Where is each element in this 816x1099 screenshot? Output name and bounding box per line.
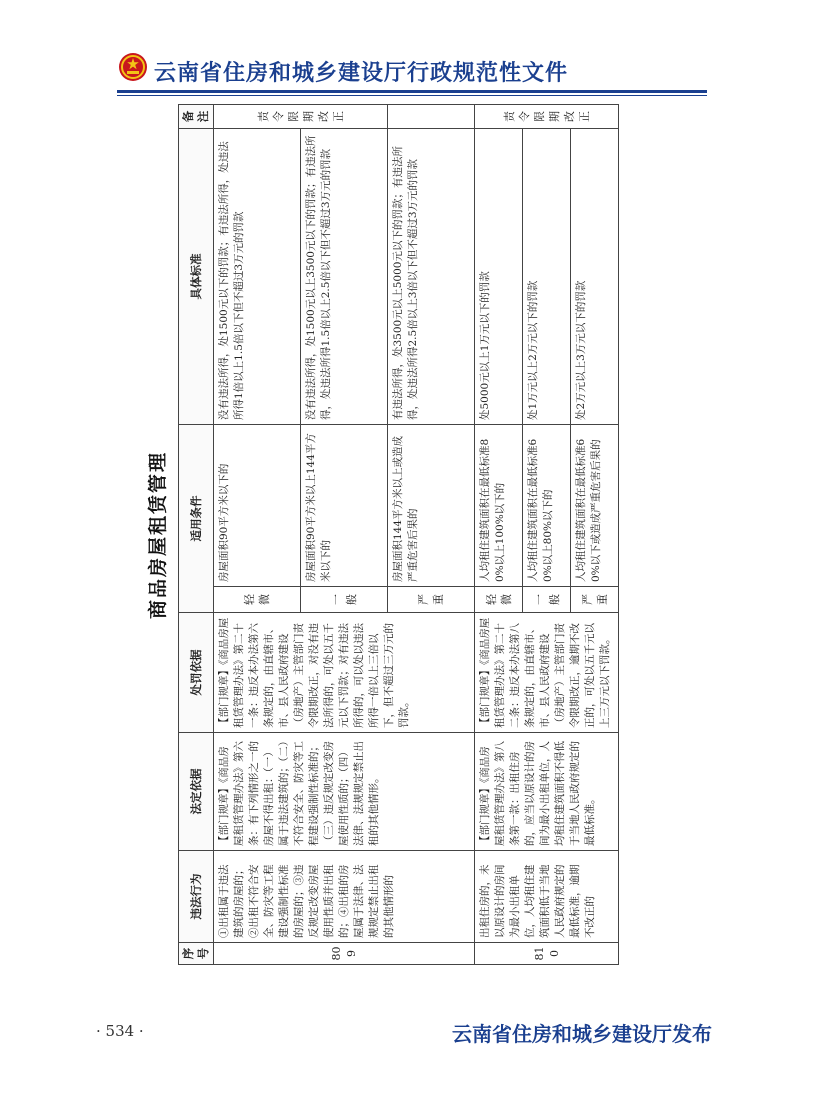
- header-title: 云南省住房和城乡建设厅行政规范性文件: [154, 61, 569, 86]
- header-rule: [117, 90, 707, 93]
- rotated-table-container: [138, 105, 680, 965]
- penalty-basis-cell: 【部门规章】《商品房屋租赁管理办法》第二十二条：违反本办法第八条规定的，由直辖市、市、县人民政府建设（房地产）主管部门责令限期改正，逾期不改正的，可处以五千元以上三万元以下罚款。: [475, 613, 619, 733]
- condition-cell: 人均租住建筑面积在最低标准80%以上100%以下的: [475, 425, 523, 587]
- row-number: 809: [214, 943, 475, 965]
- section-title: 商品房屋租赁管理: [147, 451, 169, 620]
- condition-cell: 房屋面积90平方米以上144平方米以下的: [301, 425, 388, 587]
- condition-cell: 人均租住建筑面积在最低标准60%以上80%以下的: [523, 425, 571, 587]
- violation-cell: ①出租属于违法建筑的房屋的；②出租不符合安全、防灾等工程建设强制性标准的房屋的；③违反规定改变房屋使用性质并出租的；④出租的房屋属于法律、法规规定禁止出租的其他情形的: [214, 851, 475, 943]
- condition-cell: 房屋面积90平方米以下的: [214, 425, 301, 587]
- column-header-penalty-basis: 处罚依据: [179, 613, 214, 733]
- severity-cell: 轻微: [475, 587, 523, 613]
- national-emblem-icon: [118, 52, 148, 82]
- standard-cell: 处1万元以上2万元以下的罚款: [523, 129, 571, 425]
- row-number: 810: [475, 943, 619, 965]
- table-row: [214, 105, 301, 965]
- footer-issuer: 云南省住房和城乡建设厅发布: [452, 1022, 712, 1046]
- severity-cell: 轻微: [214, 587, 301, 613]
- severity-cell: 严重: [571, 587, 619, 613]
- penalty-table: [178, 104, 619, 965]
- header-rule-thin: [117, 95, 707, 96]
- column-header-standard: 具体标准: [179, 129, 214, 425]
- severity-cell: 严重: [388, 587, 475, 613]
- column-header-violation: 违法行为: [179, 851, 214, 943]
- remark-cell-empty: [388, 105, 475, 129]
- condition-cell: 人均租住建筑面积在最低标准60%以下或造成严重危害后果的: [571, 425, 619, 587]
- standard-cell: 处5000元以上1万元以下的罚款: [475, 129, 523, 425]
- severity-cell: 一般: [523, 587, 571, 613]
- remark-cell: 责令限期改正: [214, 105, 388, 129]
- legal-basis-cell: 【部门规章】《商品房屋租赁管理办法》第八条第一款：出租住房的，应当以原设计的房间为最小出租单位，人均租住建筑面积不得低于当地人民政府规定的最低标准。: [475, 733, 619, 851]
- column-header-legal-basis: 法定依据: [179, 733, 214, 851]
- legal-basis-cell: 【部门规章】《商品房屋租赁管理办法》第六条：有下列情形之一的房屋不得出租：（一）属于违法建筑的；（二）不符合安全、防灾等工程建设强制性标准的；（三）违反规定改变房屋使用性质的；（四）法律、法规规定禁止出租的其他情形。: [214, 733, 475, 851]
- standard-cell: 处2万元以上3万元以下的罚款: [571, 129, 619, 425]
- standard-cell: 没有违法所得，处1500元以上3500元以下的罚款；有违法所得，处违法所得1.5倍以上2.5倍以下但不超过3万元的罚款: [301, 129, 388, 425]
- table-row: [475, 105, 523, 965]
- violation-cell: 出租住房的，未以原设计的房间为最小出租单位，人均租住建筑面积低于当地人民政府规定的最低标准，逾期不改正的: [475, 851, 619, 943]
- column-header-remark: 备注: [179, 105, 214, 129]
- column-header-condition: 适用条件: [179, 425, 214, 613]
- page-number: · 534 ·: [96, 1022, 144, 1040]
- condition-cell: 房屋面积144平方米以上或造成严重危害后果的: [388, 425, 475, 587]
- penalty-basis-cell: 【部门规章】《商品房屋租赁管理办法》第二十一条：违反本办法第六条规定的，由直辖市、市、县人民政府建设（房地产）主管部门责令限期改正，对没有违法所得的，可处以五千元以下罚款；对有违法所得的，可以处以违法所得一倍以上三倍以下，但不超过三万元的罚款。: [214, 613, 475, 733]
- severity-cell: 一般: [301, 587, 388, 613]
- standard-cell: 没有违法所得，处1500元以下的罚款；有违法所得，处违法所得1倍以上1.5倍以下但不超过3万元的罚款: [214, 129, 301, 425]
- table-header-row: [179, 105, 214, 965]
- standard-cell: 有违法所得，处3500元以上5000元以下的罚款；有违法所得，处违法所得2.5倍以上3倍以下但不超过3万元的罚款: [388, 129, 475, 425]
- column-header-seq: 序号: [179, 943, 214, 965]
- remark-cell: 责令限期改正: [475, 105, 619, 129]
